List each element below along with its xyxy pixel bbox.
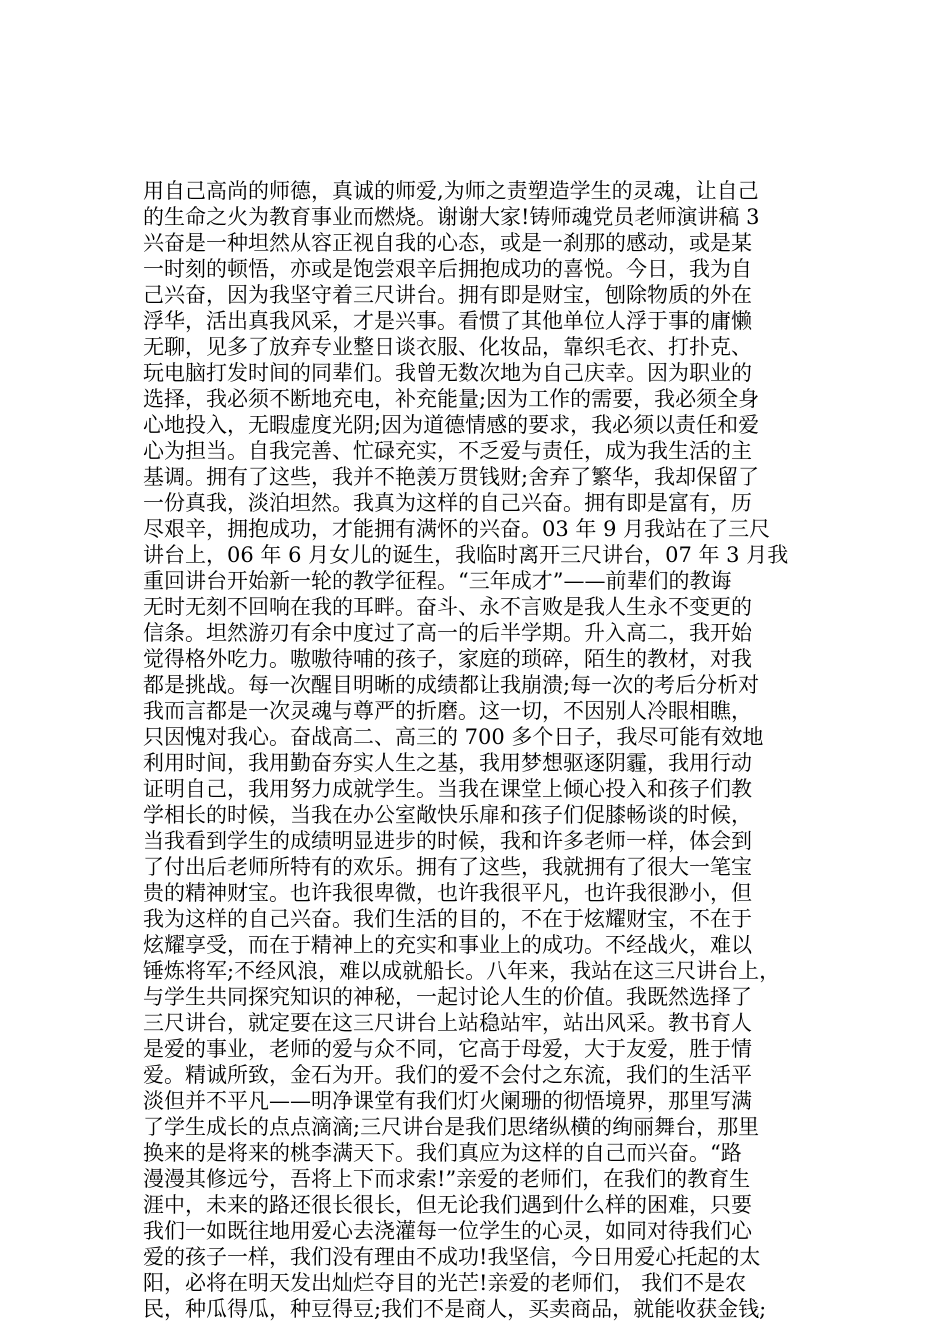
text-line: 心地投入，无暇虚度光阴;因为道德情感的要求，我必须以责任和爱 <box>143 413 760 437</box>
text-line: 只因愧对我心。奋战高二、高三的 700 多个日子，我尽可能有效地 <box>143 725 764 749</box>
text-line: 一份真我，淡泊坦然。我真为这样的自己兴奋。拥有即是富有，历 <box>143 491 752 515</box>
text-line: 炫耀享受，而在于精神上的充实和事业上的成功。不经战火，难以 <box>143 933 752 957</box>
text-line: 浮华，活出真我风采，才是兴事。看惯了其他单位人浮于事的庸懒 <box>143 309 752 333</box>
text-line: 爱。精诚所致，金石为开。我们的爱不会付之东流，我们的生活平 <box>143 1063 752 1087</box>
text-line: 觉得格外吃力。嗷嗷待哺的孩子，家庭的琐碎，陌生的教材，对我 <box>143 647 752 671</box>
text-line: 阳，必将在明天发出灿烂夺目的光芒!亲爱的老师们， 我们不是农 <box>143 1271 747 1295</box>
text-line: 我们一如既往地用爱心去浇灌每一位学生的心灵，如同对待我们心 <box>143 1219 752 1243</box>
speech-body-text <box>143 178 833 1322</box>
text-line: 一时刻的顿悟，亦或是饱尝艰辛后拥抱成功的喜悦。今日，我为自 <box>143 257 752 281</box>
text-line: 锤炼将军;不经风浪，难以成就船长。八年来，我站在这三尺讲台上， <box>143 959 781 983</box>
text-line: 心为担当。自我完善、忙碌充实，不乏爱与责任，成为我生活的主 <box>143 439 752 463</box>
text-line: 是爱的事业，老师的爱与众不同，它高于母爱，大于友爱，胜于情 <box>143 1037 752 1061</box>
text-line: 民，种瓜得瓜，种豆得豆;我们不是商人，买卖商品，就能收获金钱; <box>143 1297 767 1321</box>
text-line: 选择，我必须不断地充电，补充能量;因为工作的需要，我必须全身 <box>143 387 760 411</box>
text-line: 的生命之火为教育事业而燃烧。谢谢大家!铸师魂党员老师演讲稿 3 <box>143 205 760 229</box>
text-line: 兴奋是一种坦然从容正视自我的心态，或是一刹那的感动，或是某 <box>143 231 752 255</box>
text-line: 都是挑战。每一次醒目明晰的成绩都让我崩溃;每一次的考后分析对 <box>143 673 760 697</box>
text-line: 尽艰辛，拥抱成功，才能拥有满怀的兴奋。03 年 9 月我站在了三尺 <box>143 517 771 541</box>
text-line: 漫漫其修远兮，吾将上下而求索!”亲爱的老师们，在我们的教育生 <box>143 1167 751 1191</box>
text-line: 玩电脑打发时间的同辈们。我曾无数次地为自己庆幸。因为职业的 <box>143 361 752 385</box>
text-line: 基调。拥有了这些，我并不艳羡万贯钱财;舍弃了繁华，我却保留了 <box>143 465 760 489</box>
text-line: 重回讲台开始新一轮的教学征程。“三年成才”——前辈们的教诲 <box>143 569 732 593</box>
text-line: 爱的孩子一样，我们没有理由不成功!我坚信，今日用爱心托起的太 <box>143 1245 761 1269</box>
text-line: 用自己高尚的师德，真诚的师爱,为师之责塑造学生的灵魂，让自己 <box>143 179 759 203</box>
text-line: 讲台上，06 年 6 月女儿的诞生，我临时离开三尺讲台，07 年 3 月我 <box>143 543 789 567</box>
text-line: 与学生共同探究知识的神秘，一起讨论人生的价值。我既然选择了 <box>143 985 752 1009</box>
text-line: 三尺讲台，就定要在这三尺讲台上站稳站牢，站出风采。教书育人 <box>143 1011 752 1035</box>
text-line: 换来的是将来的桃李满天下。我们真应为这样的自己而兴奋。“路 <box>143 1141 742 1165</box>
text-line: 了学生成长的点点滴滴;三尺讲台是我们思绪纵横的绚丽舞台，那里 <box>143 1115 760 1139</box>
text-line: 贵的精神财宝。也许我很卑微，也许我很平凡，也许我很渺小，但 <box>143 881 752 905</box>
text-line: 无聊，见多了放弃专业整日谈衣服、化妆品，靠织毛衣、打扑克、 <box>143 335 752 359</box>
text-line: 当我看到学生的成绩明显进步的时候，我和许多老师一样，体会到 <box>143 829 752 853</box>
text-line: 信条。坦然游刃有余中度过了高一的后半学期。升入高二，我开始 <box>143 621 752 645</box>
text-line: 证明自己，我用努力成就学生。当我在课堂上倾心投入和孩子们教 <box>143 777 752 801</box>
text-line: 涯中，未来的路还很长很长，但无论我们遇到什么样的困难，只要 <box>143 1193 752 1217</box>
text-line: 无时无刻不回响在我的耳畔。奋斗、永不言败是我人生永不变更的 <box>143 595 752 619</box>
text-line: 淡但并不平凡——明净课堂有我们灯火阑珊的彻悟境界，那里写满 <box>143 1089 752 1113</box>
text-line: 我而言都是一次灵魂与尊严的折磨。这一切，不因别人冷眼相瞧， <box>143 699 752 723</box>
text-line: 己兴奋，因为我坚守着三尺讲台。拥有即是财宝，刨除物质的外在 <box>143 283 752 307</box>
text-line: 学相长的时候，当我在办公室敞快乐扉和孩子们促膝畅谈的时候， <box>143 803 752 827</box>
text-line: 利用时间，我用勤奋夯实人生之基，我用梦想驱逐阴霾，我用行动 <box>143 751 752 775</box>
text-line: 了付出后老师所特有的欢乐。拥有了这些，我就拥有了很大一笔宝 <box>143 855 752 879</box>
text-line: 我为这样的自己兴奋。我们生活的目的，不在于炫耀财宝，不在于 <box>143 907 752 931</box>
